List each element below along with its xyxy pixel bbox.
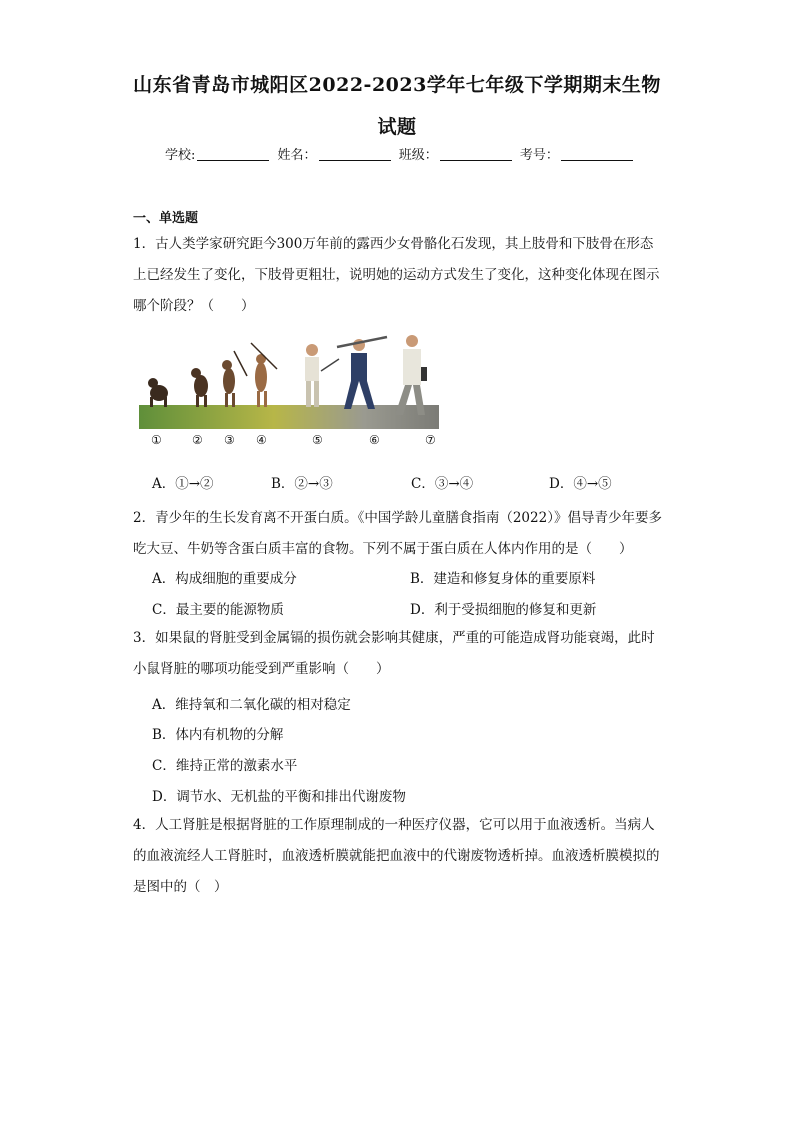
- question-1-text: 1．古人类学家研究距今300万年前的露西少女骨骼化石发现，其上肢骨和下肢骨在形态上已经发生了变化，下肢骨更粗壮，说明她的运动方式发生了变化，这种变化体现在图示哪个阶段？（ ）: [133, 236, 660, 314]
- label-5: ⑤: [312, 433, 323, 447]
- q1-option-d[interactable]: D．④→⑤: [549, 476, 612, 492]
- ape-figure-1: [148, 378, 168, 407]
- q3-option-a[interactable]: A．维持氧和二氧化碳的相对稳定: [152, 697, 351, 713]
- name-label: 姓名：: [277, 148, 317, 163]
- question-2-text: 2．青少年的生长发育离不开蛋白质。《中国学龄儿童膳食指南（2022）》倡导青少年要多吃大豆、牛奶等含蛋白质丰富的食物。下列不属于蛋白质在人体内作用的是（ ）: [133, 510, 662, 557]
- q2-option-b[interactable]: B．建造和修复身体的重要原料: [410, 571, 596, 587]
- label-6: ⑥: [369, 433, 380, 447]
- q3-option-c[interactable]: C．维持正常的激素水平: [152, 758, 298, 774]
- q3-option-d[interactable]: D．调节水、无机盐的平衡和排出代谢废物: [152, 789, 406, 805]
- school-label: 学校:: [165, 148, 196, 163]
- exam-no-label: 考号：: [519, 148, 559, 163]
- label-4: ④: [256, 433, 267, 447]
- question-4-text: 4．人工肾脏是根据肾脏的工作原理制成的一种医疗仪器，它可以用于血液透析。当病人的血液流经人工肾脏时，血液透析膜就能把血液中的代谢废物透析掉。血液透析膜模拟的是图中的（ ）: [133, 817, 660, 895]
- q2-option-c[interactable]: C．最主要的能源物质: [152, 602, 284, 618]
- q2-option-d[interactable]: D．利于受损细胞的修复和更新: [410, 602, 597, 618]
- page-title-cont: 试题: [377, 116, 417, 138]
- student-info-line: [165, 144, 637, 163]
- school-blank[interactable]: [197, 160, 269, 161]
- q1-option-b[interactable]: B．②→③: [271, 476, 333, 492]
- human-evolution-figure: [139, 331, 439, 431]
- name-blank[interactable]: [319, 160, 391, 161]
- exam-no-blank[interactable]: [561, 160, 633, 161]
- question-3-text: 3．如果鼠的肾脏受到金属镉的损伤就会影响其健康，严重的可能造成肾功能衰竭，此时小鼠肾脏的哪项功能受到严重影响（ ）: [133, 630, 655, 677]
- label-1: ①: [151, 433, 162, 447]
- label-7: ⑦: [425, 433, 436, 447]
- label-2: ②: [192, 433, 203, 447]
- class-label: 班级：: [398, 148, 438, 163]
- section-heading: 一、单选题: [133, 211, 199, 226]
- page-title: 山东省青岛市城阳区2022-2023学年七年级下学期期末生物: [133, 74, 661, 96]
- worker-figure-6: [337, 337, 387, 409]
- hominid-figure-4: [251, 343, 277, 407]
- q1-option-a[interactable]: A．①→②: [152, 476, 214, 492]
- hominid-figure-3: [222, 351, 247, 407]
- q1-option-c[interactable]: C．③→④: [411, 476, 474, 492]
- q3-option-b[interactable]: B．体内有机物的分解: [152, 727, 284, 743]
- modern-human-figure-7: [395, 335, 427, 415]
- q2-option-a[interactable]: A．构成细胞的重要成分: [152, 571, 297, 587]
- class-blank[interactable]: [440, 160, 512, 161]
- label-3: ③: [224, 433, 235, 447]
- early-human-figure-5: [305, 344, 339, 407]
- ape-figure-2: [191, 368, 208, 407]
